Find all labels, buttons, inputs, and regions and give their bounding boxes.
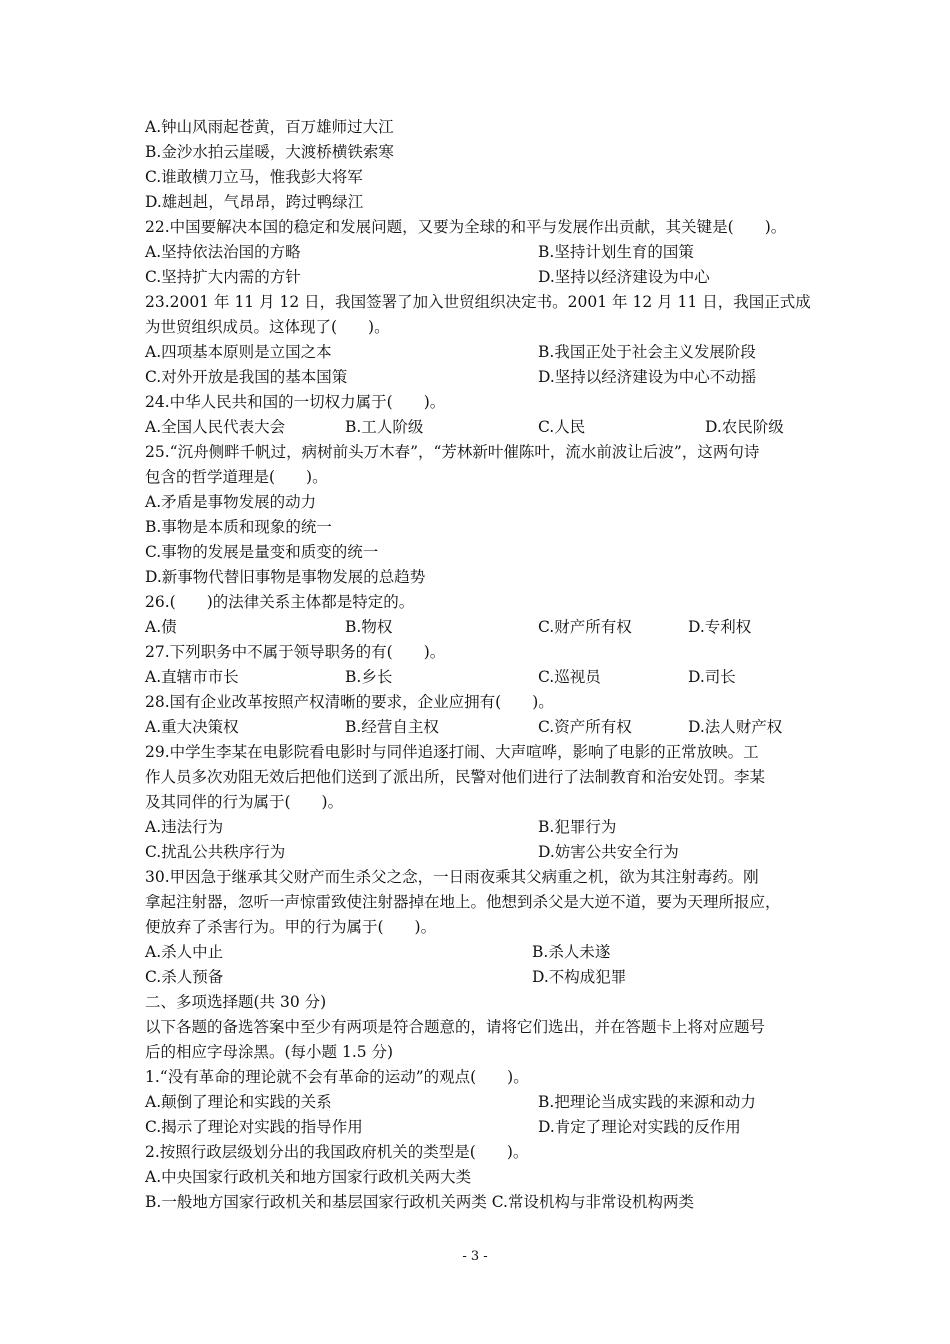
q29-stem-line2: 作人员多次劝阻无效后把他们送到了派出所，民警对他们进行了法制教育和治安处罚。李某 — [145, 768, 766, 786]
q30-stem-line3: 便放弃了杀害行为。甲的行为属于( )。 — [145, 918, 437, 936]
q26-option-b: B.物权 — [345, 618, 393, 636]
q23-stem-line1: 23.2001 年 11 月 12 日，我国签署了加入世贸组织决定书。2001 年 12 月 11 日，我国正式成 — [145, 293, 811, 311]
q27-option-b: B.乡长 — [345, 668, 393, 686]
q24-option-a: A.全国人民代表大会 — [145, 418, 286, 436]
q24-options-row — [145, 415, 815, 439]
q29-option-b: B.犯罪行为 — [538, 818, 617, 836]
q30-options-row2 — [145, 965, 815, 989]
q29-stem-line1: 29.中学生李某在电影院看电影时与同伴追逐打闹、大声喧哗，影响了电影的正常放映。工 — [145, 743, 759, 761]
q24-option-d: D.农民阶级 — [705, 418, 784, 436]
page-number: - 3 - — [462, 1249, 488, 1264]
q30-option-b: B.杀人未遂 — [532, 943, 611, 961]
q29-option-c: C.扰乱公共秩序行为 — [145, 843, 286, 861]
q24-option-c: C.人民 — [538, 418, 586, 436]
q26-option-d: D.专利权 — [688, 618, 752, 636]
q26-options-row — [145, 615, 815, 639]
q29-options-row1 — [145, 815, 815, 839]
section-instructions-line1: 以下各题的备选答案中至少有两项是符合题意的，请将它们选出，并在答题卡上将对应题号 — [145, 1018, 766, 1036]
q21-option-b: B.金沙水拍云崖暖，大渡桥横铁索寒 — [145, 143, 394, 161]
q26-option-c: C.财产所有权 — [538, 618, 632, 636]
m1-option-b: B.把理论当成实践的来源和动力 — [538, 1093, 756, 1111]
q27-stem: 27.下列职务中不属于领导职务的有( )。 — [145, 643, 446, 661]
m1-stem: 1.“没有革命的理论就不会有革命的运动”的观点( )。 — [145, 1068, 529, 1086]
m1-option-a: A.颠倒了理论和实践的关系 — [145, 1093, 332, 1111]
q22-option-a: A.坚持依法治国的方略 — [145, 243, 301, 261]
q22-option-d: D.坚持以经济建设为中心 — [538, 268, 710, 286]
q22-options-row1 — [145, 240, 815, 264]
q23-option-c: C.对外开放是我国的基本国策 — [145, 368, 348, 386]
q21-option-a: A.钟山风雨起苍黄，百万雄师过大江 — [145, 118, 394, 136]
m1-option-c: C.揭示了理论对实践的指导作用 — [145, 1118, 363, 1136]
q22-stem: 22.中国要解决本国的稳定和发展问题，又要为全球的和平与发展作出贡献，其关键是( )。 — [145, 218, 787, 236]
q30-option-c: C.杀人预备 — [145, 968, 224, 986]
q28-option-c: C.资产所有权 — [538, 718, 632, 736]
q30-stem-line2: 拿起注射器，忽听一声惊雷致使注射器掉在地上。他想到杀父是大逆不道，要为天理所报应， — [145, 893, 781, 911]
q27-option-d: D.司长 — [688, 668, 736, 686]
q24-stem: 24.中华人民共和国的一切权力属于( )。 — [145, 393, 446, 411]
m2-stem: 2.按照行政层级划分出的我国政府机关的类型是( )。 — [145, 1143, 529, 1161]
m1-options-row1 — [145, 1090, 815, 1114]
q23-option-d: D.坚持以经济建设为中心不动摇 — [538, 368, 757, 386]
q25-option-d: D.新事物代替旧事物是事物发展的总趋势 — [145, 568, 426, 586]
q29-option-a: A.违法行为 — [145, 818, 224, 836]
q22-options-row2 — [145, 265, 815, 289]
q23-stem-line2: 为世贸组织成员。这体现了( )。 — [145, 318, 390, 336]
section-instructions-line2: 后的相应字母涂黑。(每小题 1.5 分) — [145, 1043, 394, 1061]
q27-option-c: C.巡视员 — [538, 668, 601, 686]
q28-option-d: D.法人财产权 — [688, 718, 783, 736]
q25-option-c: C.事物的发展是量变和质变的统一 — [145, 543, 379, 561]
q25-stem-line2: 包含的哲学道理是( )。 — [145, 468, 328, 486]
q22-option-b: B.坚持计划生育的国策 — [538, 243, 694, 261]
q30-option-a: A.杀人中止 — [145, 943, 224, 961]
q28-option-a: A.重大决策权 — [145, 718, 239, 736]
m1-option-d: D.肯定了理论对实践的反作用 — [538, 1118, 741, 1136]
q21-option-c: C.谁敢横刀立马，惟我彭大将军 — [145, 168, 363, 186]
section-heading-multiple-choice: 二、多项选择题(共 30 分) — [145, 993, 327, 1011]
q28-stem: 28.国有企业改革按照产权清晰的要求，企业应拥有( )。 — [145, 693, 554, 711]
q23-options-row1 — [145, 340, 815, 364]
q29-options-row2 — [145, 840, 815, 864]
m2-option-a: A.中央国家行政机关和地方国家行政机关两大类 — [145, 1168, 472, 1186]
q30-options-row1 — [145, 940, 815, 964]
q26-option-a: A.债 — [145, 618, 177, 636]
q23-option-b: B.我国正处于社会主义发展阶段 — [538, 343, 756, 361]
q26-stem: 26.( )的法律关系主体都是特定的。 — [145, 593, 415, 611]
q25-option-b: B.事物是本质和现象的统一 — [145, 518, 332, 536]
q30-option-d: D.不构成犯罪 — [532, 968, 627, 986]
q23-option-a: A.四项基本原则是立国之本 — [145, 343, 332, 361]
m2-option-b-c: B.一般地方国家行政机关和基层国家行政机关两类 C.常设机构与非常设机构两类 — [145, 1193, 694, 1211]
m1-options-row2 — [145, 1115, 815, 1139]
q25-option-a: A.矛盾是事物发展的动力 — [145, 493, 317, 511]
q25-stem-line1: 25.“沉舟侧畔千帆过，病树前头万木春”，“芳林新叶催陈叶，流水前波让后波”，这两句诗 — [145, 443, 760, 461]
q30-stem-line1: 30.甲因急于继承其父财产而生杀父之念，一日雨夜乘其父病重之机，欲为其注射毒药。刚 — [145, 868, 759, 886]
q21-option-d: D.雄赳赳，气昂昂，跨过鸭绿江 — [145, 193, 364, 211]
q24-option-b: B.工人阶级 — [345, 418, 424, 436]
q29-stem-line3: 及其同伴的行为属于( )。 — [145, 793, 344, 811]
q28-option-b: B.经营自主权 — [345, 718, 439, 736]
q27-option-a: A.直辖市市长 — [145, 668, 239, 686]
q28-options-row — [145, 715, 815, 739]
q22-option-c: C.坚持扩大内需的方针 — [145, 268, 301, 286]
q27-options-row — [145, 665, 815, 689]
q29-option-d: D.妨害公共安全行为 — [538, 843, 679, 861]
q23-options-row2 — [145, 365, 815, 389]
